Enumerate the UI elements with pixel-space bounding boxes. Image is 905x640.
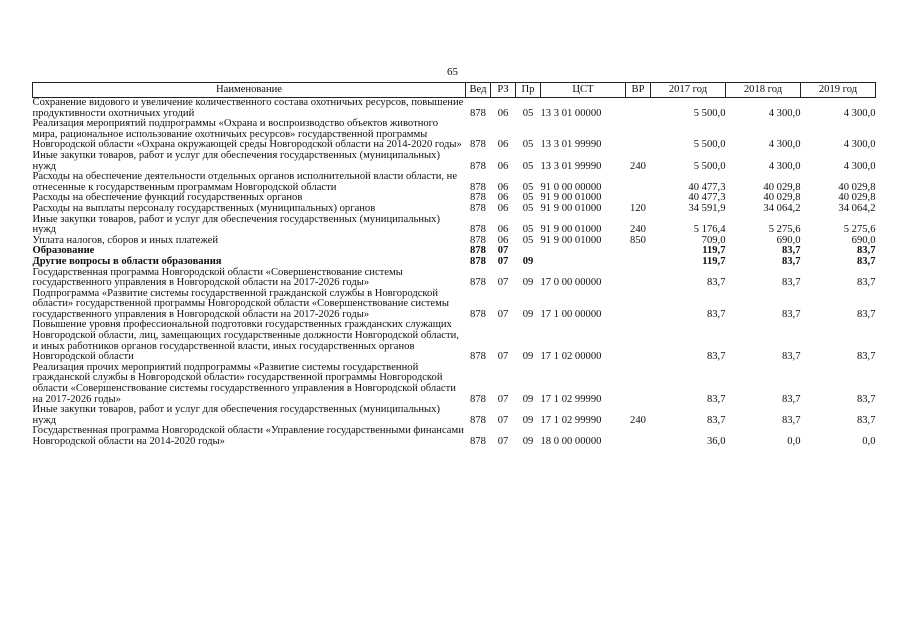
row-cst-cell: 18 0 00 00000 — [540, 436, 602, 447]
row-name-cell: Другие вопросы в области образования — [32, 255, 222, 267]
row-2019-cell: 690,0 — [851, 234, 876, 246]
row-pr-cell: 05 — [522, 234, 534, 246]
row-vr-cell — [626, 289, 651, 321]
row-name-cell: Расходы на обеспечение функций государственных органов — [32, 192, 303, 204]
header-2018: 2018 год — [726, 83, 801, 98]
row-cst-cell: 91 9 00 01000 — [540, 202, 602, 214]
row-2018-cell: 5 275,6 — [768, 224, 801, 236]
row-2018-cell: 83,7 — [781, 414, 801, 426]
row-pr-cell: 09 — [522, 393, 534, 405]
row-2017-cell: 36,0 — [706, 436, 726, 447]
table-row — [33, 426, 876, 447]
table-row — [33, 151, 876, 172]
row-vr-cell: 240 — [630, 160, 646, 172]
row-pr-cell: 05 — [522, 224, 534, 236]
row-2019-cell: 83,7 — [856, 277, 876, 289]
row-2017-cell: 5 500,0 — [693, 107, 726, 119]
table-row — [33, 257, 876, 268]
row-ved-cell: 878 — [470, 160, 486, 172]
row-ved-cell: 878 — [470, 202, 486, 214]
row-2017-cell: 40 477,3 — [688, 192, 726, 204]
row-2018-cell: 83,7 — [781, 245, 801, 257]
table-row — [33, 98, 876, 120]
table-row — [33, 268, 876, 289]
row-2018-cell: 83,7 — [781, 351, 801, 363]
row-cst-cell: 17 1 02 99990 — [540, 414, 602, 426]
row-pr-cell: 05 — [522, 160, 534, 172]
row-vr-cell: 240 — [630, 224, 646, 236]
row-name-cell: Реализация мероприятий подпрограммы «Охрана и воспроизводство объектов животного мира, рациональное использование охотничьих ресурсов» государственной программы Новгородской области «Охрана окружающей среды Новгородской области на 2014-2020 годы» — [32, 118, 462, 151]
row-cst-cell — [541, 246, 626, 257]
row-cst-cell: 91 9 00 01000 — [540, 224, 602, 236]
row-name-cell: Иные закупки товаров, работ и услуг для обеспечения государственных (муниципальных) нужд — [32, 149, 440, 172]
row-cst-cell: 13 3 01 00000 — [540, 107, 602, 119]
row-ved-cell: 878 — [470, 234, 486, 246]
row-name-cell: Реализация прочих мероприятий подпрограммы «Развитие системы государственной гражданской службы в Новгородской области» государственной программы Новгородской области «Совершенствование системы государственного управления в Новгородской области на 2017-2026 годы» — [32, 361, 456, 405]
row-ved-cell: 878 — [470, 181, 486, 193]
row-name-cell: Повышение уровня профессиональной подготовки государственных гражданских служащих Новгородской области, лиц, замещающих государственные должности Новгородской области, и иных работников органов государственной власти, иных государственных органов Новгородской области — [32, 319, 459, 363]
row-cst-cell: 13 3 01 99990 — [540, 160, 602, 172]
row-cst-cell: 91 0 00 00000 — [540, 181, 602, 193]
header-vr: ВР — [626, 83, 651, 98]
header-pr: Пр — [516, 83, 541, 98]
row-name-cell: Иные закупки товаров, работ и услуг для обеспечения государственных (муниципальных) нужд — [32, 404, 440, 426]
row-vr-cell — [626, 257, 651, 268]
row-vr-cell — [626, 98, 651, 120]
row-2017-cell: 83,7 — [706, 277, 726, 289]
row-rz-cell: 06 — [497, 160, 509, 172]
row-cst-cell: 17 1 02 00000 — [540, 351, 602, 363]
header-2019: 2019 год — [801, 83, 876, 98]
row-2019-cell: 0,0 — [862, 436, 876, 447]
row-rz-cell: 07 — [497, 277, 509, 289]
row-name-cell: Подпрограмма «Развитие системы государственной гражданской службы в Новгородской области» государственной программы Новгородской области «Совершенствование системы государственного управления в Новгородской области на 2017-2026 годы» — [32, 287, 449, 320]
row-2017-cell: 5 500,0 — [693, 160, 726, 172]
table-body — [33, 98, 876, 448]
row-pr-cell: 05 — [522, 139, 534, 151]
row-2017-cell: 5 176,4 — [693, 224, 726, 236]
row-cst-cell: 17 0 00 00000 — [540, 277, 602, 289]
row-ved-cell: 878 — [470, 308, 486, 320]
row-name-cell: Государственная программа Новгородской области «Управление государственными финансами Новгородской области на 2014-2020 годы» — [32, 425, 464, 447]
row-pr-cell: 09 — [522, 414, 534, 426]
row-vr-cell — [626, 426, 651, 447]
row-2018-cell: 40 029,8 — [763, 192, 801, 204]
row-rz-cell: 07 — [497, 414, 509, 426]
row-pr-cell: 05 — [522, 192, 534, 204]
row-cst-cell: 17 1 00 00000 — [540, 308, 602, 320]
row-2018-cell: 4 300,0 — [768, 160, 801, 172]
row-vr-cell — [626, 172, 651, 193]
page-number: 65 — [447, 66, 458, 78]
header-rz: РЗ — [491, 83, 516, 98]
row-2018-cell: 0,0 — [787, 436, 801, 447]
row-2017-cell: 83,7 — [706, 414, 726, 426]
table-row — [33, 204, 876, 215]
row-ved-cell: 878 — [470, 245, 486, 257]
row-2019-cell: 4 300,0 — [843, 107, 876, 119]
row-2019-cell: 4 300,0 — [843, 139, 876, 151]
header-ved: Вед — [466, 83, 491, 98]
table-row — [33, 363, 876, 405]
row-2018-cell: 34 064,2 — [763, 202, 801, 214]
row-ved-cell: 878 — [470, 255, 486, 267]
row-2018-cell: 40 029,8 — [763, 181, 801, 193]
row-rz-cell: 07 — [497, 245, 509, 257]
row-2017-cell: 83,7 — [706, 308, 726, 320]
row-2019-cell: 5 275,6 — [843, 224, 876, 236]
row-2019-cell: 4 300,0 — [843, 160, 876, 172]
row-vr-cell: 120 — [630, 202, 646, 214]
row-ved-cell: 878 — [470, 393, 486, 405]
row-2019-cell: 40 029,8 — [838, 192, 876, 204]
row-ved-cell: 878 — [470, 139, 486, 151]
row-2017-cell: 83,7 — [706, 393, 726, 405]
row-rz-cell: 06 — [497, 107, 509, 119]
row-cst-cell: 91 9 00 01000 — [540, 234, 602, 246]
row-name-cell: Расходы на выплаты персоналу государственных (муниципальных) органов — [32, 202, 376, 214]
row-rz-cell: 07 — [497, 255, 509, 267]
row-2017-cell: 5 500,0 — [693, 139, 726, 151]
table-row — [33, 405, 876, 426]
row-name-cell: Образование — [32, 245, 95, 257]
row-vr-cell: 240 — [630, 414, 646, 426]
row-2017-cell: 40 477,3 — [688, 181, 726, 193]
row-vr-cell — [626, 246, 651, 257]
row-2017-cell: 83,7 — [706, 351, 726, 363]
row-name-cell: Уплата налогов, сборов и иных платежей — [32, 234, 219, 246]
row-2019-cell: 83,7 — [856, 393, 876, 405]
table-row — [33, 119, 876, 151]
budget-table — [32, 82, 876, 448]
row-ved-cell: 878 — [470, 277, 486, 289]
row-2017-cell: 119,7 — [702, 245, 726, 257]
row-cst-cell: 91 9 00 01000 — [540, 192, 602, 204]
row-vr-cell — [626, 320, 651, 362]
row-name-cell: Иные закупки товаров, работ и услуг для обеспечения государственных (муниципальных) нужд — [32, 213, 440, 236]
row-2017-cell: 34 591,9 — [688, 202, 726, 214]
row-pr-cell: 09 — [522, 351, 534, 363]
table-row — [33, 289, 876, 321]
row-pr-cell: 09 — [522, 308, 534, 320]
header-cst: ЦСТ — [541, 83, 626, 98]
row-rz-cell: 06 — [497, 224, 509, 236]
row-ved-cell: 878 — [470, 351, 486, 363]
row-2017-cell: 709,0 — [701, 234, 726, 246]
row-ved-cell: 878 — [470, 414, 486, 426]
row-ved-cell: 878 — [470, 192, 486, 204]
row-pr-cell: 05 — [522, 181, 534, 193]
row-pr-cell: 09 — [522, 277, 534, 289]
row-name-cell: Сохранение видового и увеличение количественного состава охотничьих ресурсов, повышение продуктивности охотничьих угодий — [32, 97, 464, 119]
table-header-row — [33, 83, 876, 98]
row-2019-cell: 83,7 — [856, 255, 876, 267]
row-cst-cell — [541, 257, 626, 268]
row-ved-cell: 878 — [470, 107, 486, 119]
row-rz-cell: 06 — [497, 234, 509, 246]
table-row — [33, 215, 876, 236]
row-pr-cell: 09 — [522, 436, 534, 447]
row-2019-cell: 34 064,2 — [838, 202, 876, 214]
row-ved-cell: 878 — [470, 224, 486, 236]
row-vr-cell: 850 — [630, 234, 646, 246]
row-rz-cell: 07 — [497, 308, 509, 320]
row-rz-cell: 06 — [497, 181, 509, 193]
row-rz-cell: 06 — [497, 192, 509, 204]
row-2017-cell: 119,7 — [702, 255, 726, 267]
row-pr-cell: 05 — [522, 202, 534, 214]
row-pr-cell: 09 — [522, 255, 534, 267]
row-2018-cell: 83,7 — [781, 393, 801, 405]
row-2018-cell: 83,7 — [781, 255, 801, 267]
row-name-cell: Государственная программа Новгородской области «Совершенствование системы государственного управления в Новгородской области на 2017-2026 годы» — [32, 266, 403, 289]
row-cst-cell: 17 1 02 99990 — [540, 393, 602, 405]
header-2017: 2017 год — [651, 83, 726, 98]
row-rz-cell: 07 — [497, 351, 509, 363]
row-name-cell: Расходы на обеспечение деятельности отдельных органов исполнительной власти области, не отнесенные к государственным программам Новгородской области — [32, 171, 458, 193]
row-ved-cell: 878 — [470, 436, 486, 447]
row-rz-cell: 07 — [497, 436, 509, 447]
row-2018-cell: 690,0 — [776, 234, 801, 246]
row-vr-cell — [626, 268, 651, 289]
row-cst-cell: 13 3 01 99990 — [540, 139, 602, 151]
table-row — [33, 172, 876, 193]
row-vr-cell — [626, 363, 651, 405]
header-name: Наименование — [33, 83, 466, 98]
row-2019-cell: 83,7 — [856, 245, 876, 257]
row-2018-cell: 83,7 — [781, 308, 801, 320]
row-2018-cell: 4 300,0 — [768, 139, 801, 151]
row-2019-cell: 40 029,8 — [838, 181, 876, 193]
row-vr-cell — [626, 119, 651, 151]
row-2019-cell: 83,7 — [856, 351, 876, 363]
row-2018-cell: 4 300,0 — [768, 107, 801, 119]
row-2019-cell: 83,7 — [856, 308, 876, 320]
table-row — [33, 320, 876, 362]
row-rz-cell: 06 — [497, 202, 509, 214]
table-row — [33, 236, 876, 247]
row-2018-cell: 83,7 — [781, 277, 801, 289]
row-rz-cell: 07 — [497, 393, 509, 405]
row-2019-cell: 83,7 — [856, 414, 876, 426]
row-pr-cell: 05 — [522, 107, 534, 119]
row-rz-cell: 06 — [497, 139, 509, 151]
